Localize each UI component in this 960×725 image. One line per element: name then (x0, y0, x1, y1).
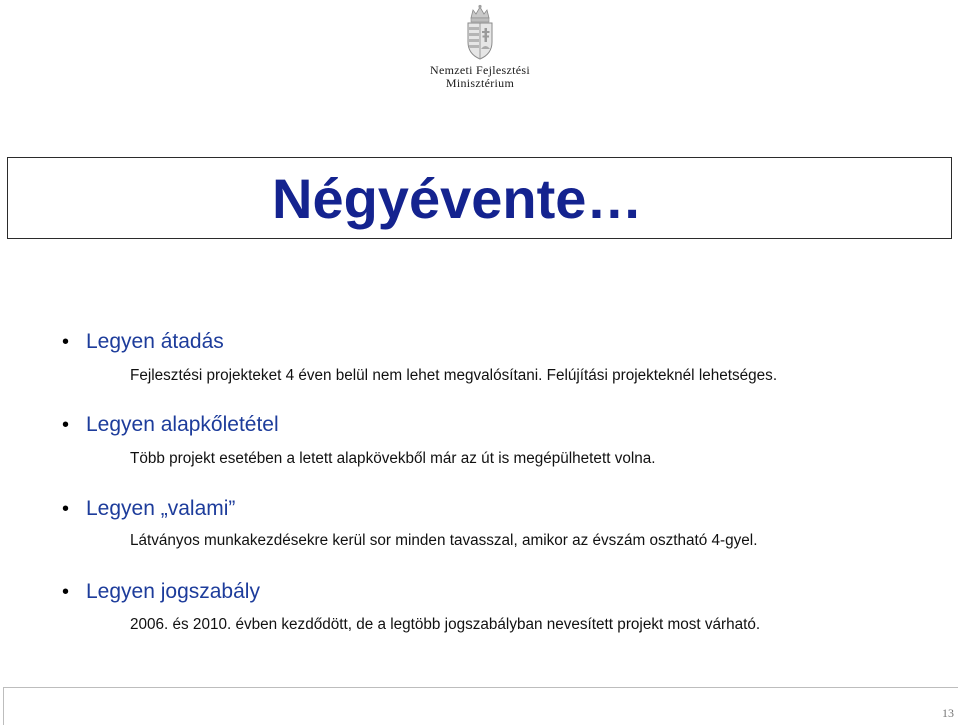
logo-text-line1: Nemzeti Fejlesztési (429, 63, 530, 77)
bullet-item-1 (62, 330, 224, 354)
bullet-item-4 (62, 580, 260, 604)
page-number: 13 (942, 706, 954, 720)
bullet-text: Fejlesztési projekteket 4 éven belül nem lehet megvalósítani. Felújítási projekteknél lehetséges. (130, 367, 778, 384)
slide-title: Négyévente… (272, 167, 643, 230)
bullet-item-3 (62, 497, 235, 521)
bullet-heading: Legyen átadás (86, 330, 224, 353)
ministry-logo (400, 4, 560, 90)
bullet-text: Több projekt esetében a letett alapkövekből már az út is megépülhetett volna. (130, 450, 656, 467)
bullet-text: Látványos munkakezdésekre kerül sor minden tavasszal, amikor az évszám osztható 4-gyel. (130, 532, 758, 549)
coat-of-arms-icon (462, 4, 498, 62)
bullet-item-2 (62, 413, 279, 437)
bullet-icon: • (62, 331, 70, 353)
bullet-text: 2006. és 2010. évben kezdődött, de a legtöbb jogszabályban nevesített projekt most várható. (130, 616, 761, 633)
bullet-heading: Legyen jogszabály (86, 580, 260, 603)
footer-frame (3, 687, 958, 725)
bullet-icon: • (62, 498, 70, 520)
logo-text-line2: Minisztérium (445, 76, 515, 90)
bullet-heading: Legyen „valami” (86, 497, 236, 520)
bullet-icon: • (62, 581, 70, 603)
bullet-heading: Legyen alapkőletétel (86, 413, 279, 436)
bullet-icon: • (62, 414, 70, 436)
